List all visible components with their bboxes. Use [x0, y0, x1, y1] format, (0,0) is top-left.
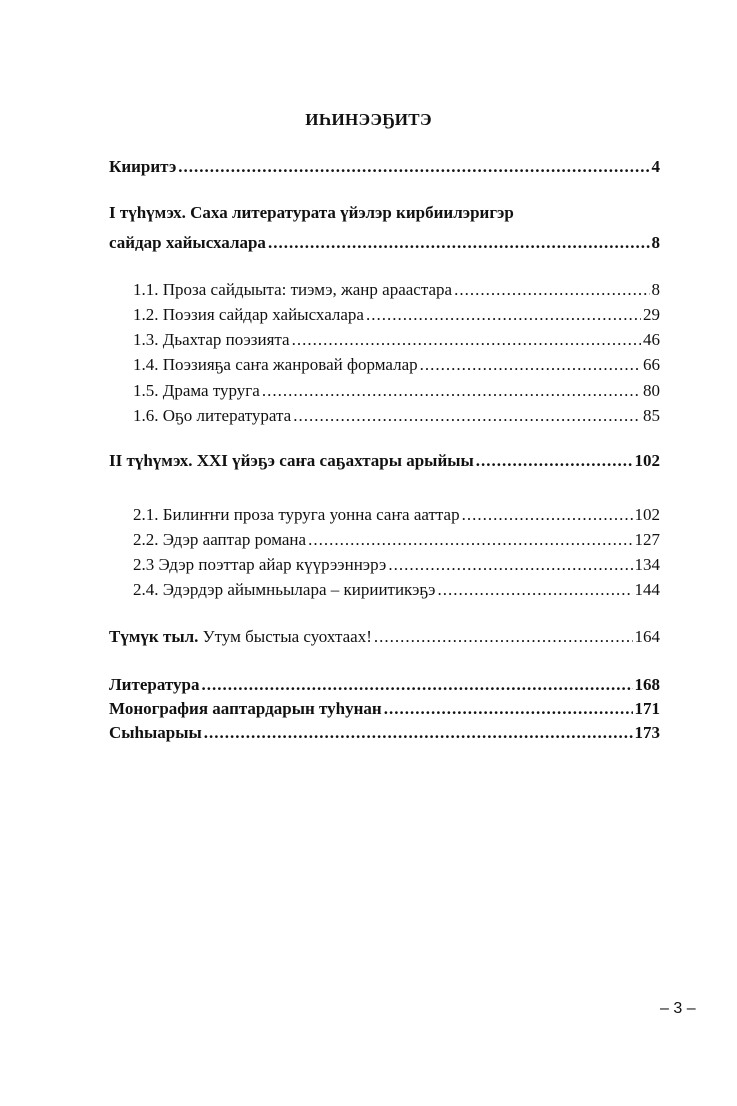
toc-entry[interactable] [133, 354, 660, 376]
toc-title: ИҺИНЭЭҔИТЭ [305, 110, 432, 129]
toc-entry-page: 85 [643, 406, 660, 425]
dot-leader [476, 450, 633, 472]
toc-entry-label: 1.2. Поэзия сайдар хайысхалара [133, 305, 364, 324]
conclusion-rest-label: Утум быстыа суохтаах! [198, 627, 372, 646]
toc-entry-label: 2.3 Эдэр поэттар айар күүрээннэрэ [133, 555, 387, 574]
toc-entry-page: 173 [634, 723, 660, 742]
toc-entry-page: 171 [634, 699, 660, 718]
page-number: – 3 – [660, 1000, 696, 1017]
toc-entry-label: сайдар хайысхалара [109, 233, 266, 252]
toc-entry-label: Сыһыарыы [109, 723, 202, 742]
toc-entry-chapter1[interactable] [109, 232, 660, 254]
dot-leader [462, 504, 633, 526]
toc-entry-page: 8 [651, 280, 660, 299]
toc-entry-label [109, 626, 372, 648]
toc-entry[interactable] [133, 405, 660, 427]
toc-entry[interactable] [133, 380, 660, 402]
dot-leader [262, 380, 641, 402]
toc-entry-label: 2.4. Эдэрдэр айымньылара – кириитикэҕэ [133, 580, 436, 599]
conclusion-bold-label: Түмүк тыл. [109, 627, 199, 646]
toc-entry-page: 164 [634, 627, 660, 646]
toc-entry-authors[interactable] [109, 698, 660, 720]
toc-entry-page: 66 [643, 355, 660, 374]
chapter1-title-line1[interactable]: I түһүмэх. Саха литературата үйэлэр кирбиилэригэр [109, 203, 514, 222]
dot-leader [308, 529, 632, 551]
toc-entry-page: 168 [634, 675, 660, 694]
toc-entry-appendix[interactable] [109, 722, 660, 744]
toc-entry[interactable] [133, 579, 660, 601]
toc-entry-label: Кииритэ [109, 157, 177, 176]
toc-entry[interactable] [133, 329, 660, 351]
toc-entry-page: 8 [651, 233, 660, 252]
toc-entry-intro[interactable] [109, 156, 660, 178]
toc-entry-label: 1.1. Проза сайдыыта: тиэмэ, жанр араастара [133, 280, 453, 299]
toc-entry-page: 80 [643, 381, 660, 400]
dot-leader [204, 722, 633, 744]
toc-entry-page: 46 [643, 330, 660, 349]
dot-leader [384, 698, 633, 720]
dot-leader [178, 156, 649, 178]
toc-entry-conclusion[interactable] [109, 626, 660, 648]
toc-entry-page: 134 [634, 555, 660, 574]
toc-entry-page: 127 [634, 530, 660, 549]
toc-entry-page: 102 [634, 451, 660, 470]
dot-leader [293, 405, 641, 427]
toc-entry-page: 102 [634, 505, 660, 524]
toc-entry-literature[interactable] [109, 674, 660, 696]
dot-leader [366, 304, 641, 326]
toc-entry-page: 29 [643, 305, 660, 324]
toc-entry[interactable] [133, 504, 660, 526]
toc-entry-page: 144 [634, 580, 660, 599]
toc-entry-chapter2[interactable] [109, 450, 660, 472]
toc-entry-label: 1.4. Поэзияҕа саҥа жанровай формалар [133, 355, 418, 374]
toc-entry-label: 2.1. Билиҥҥи проза туруга уонна саҥа ааттар [133, 505, 460, 524]
dot-leader [454, 279, 649, 301]
dot-leader [374, 626, 633, 648]
toc-entry-label: 2.2. Эдэр ааптар романа [133, 530, 307, 549]
dot-leader [268, 232, 650, 254]
toc-entry-label: Литература [109, 675, 200, 694]
dot-leader [201, 674, 632, 696]
toc-entry-label: 1.6. Оҕо литературата [133, 406, 292, 425]
toc-entry-label: Монография ааптардарын туһунан [109, 699, 382, 718]
toc-entry[interactable] [133, 279, 660, 301]
toc-entry-label: 1.5. Драма туруга [133, 381, 260, 400]
toc-entry-page: 4 [651, 157, 660, 176]
toc-entry-label: 1.3. Дьахтар поэзията [133, 330, 290, 349]
toc-entry-label: II түһүмэх. XXI үйэҕэ саҥа саҕахтары арыйыы [109, 451, 474, 470]
dot-leader [388, 554, 632, 576]
dot-leader [437, 579, 632, 601]
toc-entry[interactable] [133, 529, 660, 551]
dot-leader [420, 354, 641, 376]
toc-entry[interactable] [133, 554, 660, 576]
toc-entry[interactable] [133, 304, 660, 326]
dot-leader [292, 329, 641, 351]
